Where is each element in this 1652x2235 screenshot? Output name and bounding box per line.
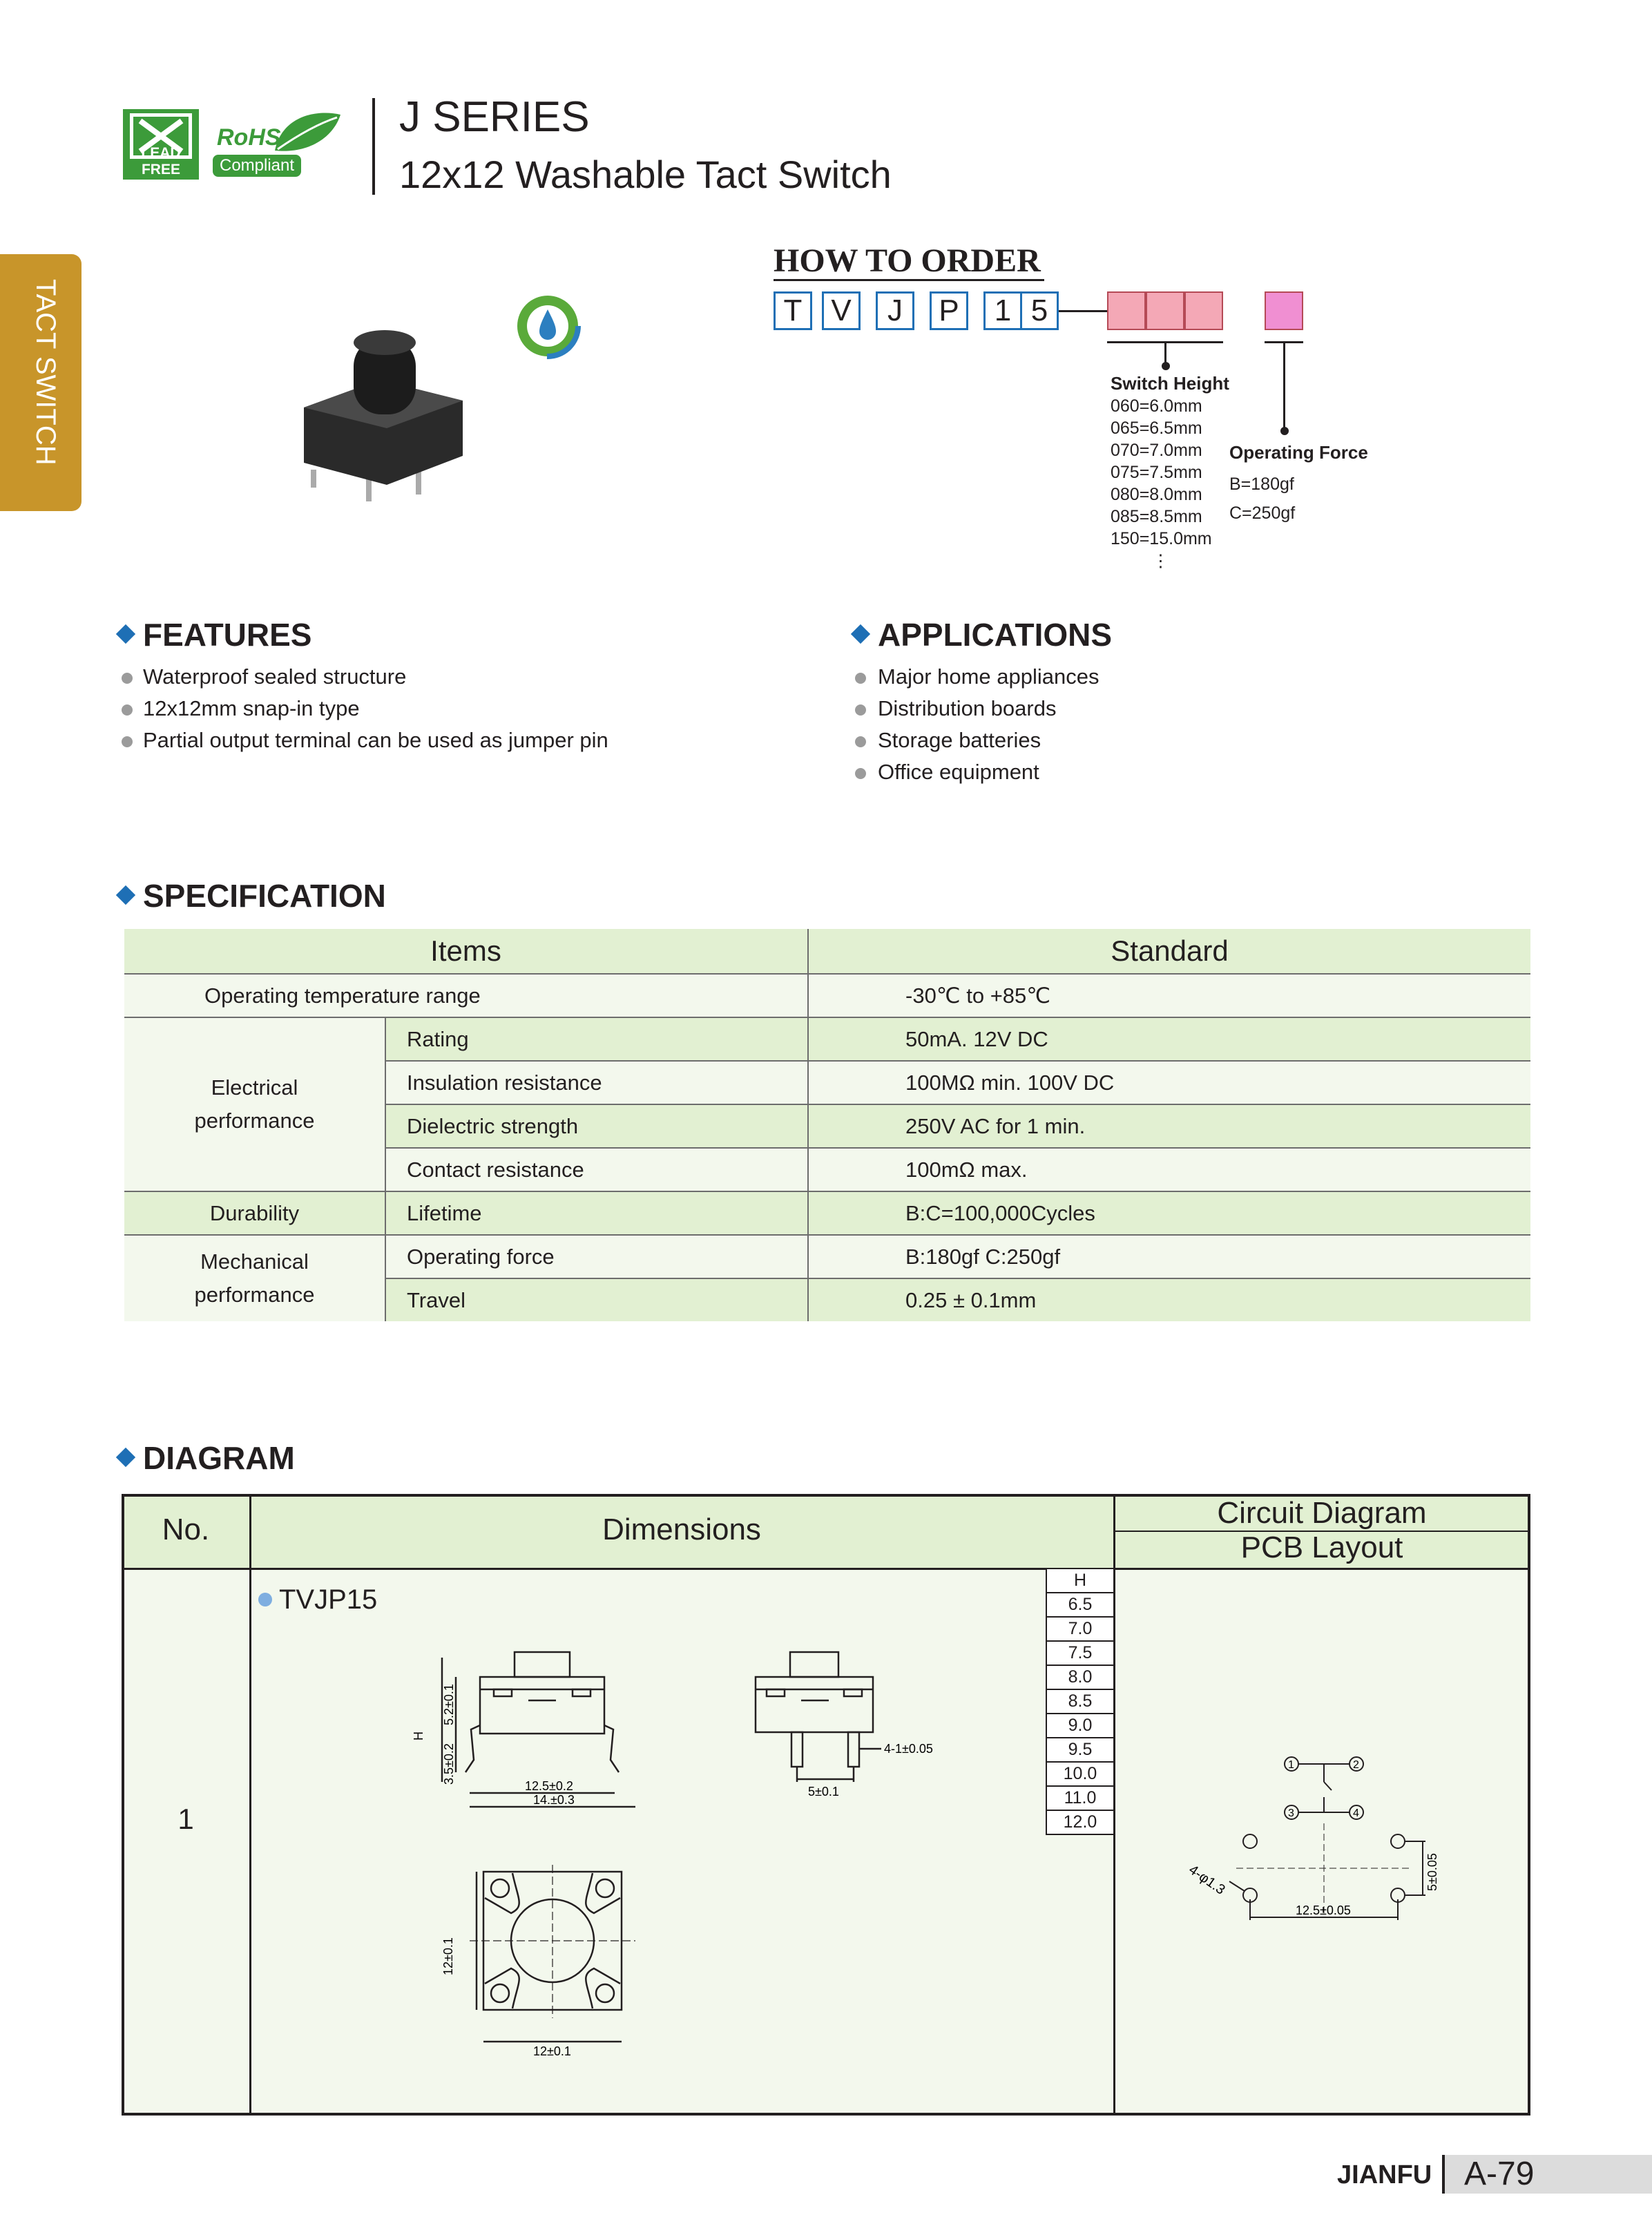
spec-group-mechanical	[124, 1235, 385, 1321]
code-connector	[1059, 310, 1107, 312]
height-cell: 9.0	[1046, 1714, 1114, 1738]
dim-h: H	[412, 1732, 425, 1740]
spec-value: -30℃ to +85℃	[808, 974, 1530, 1017]
pcb-layout	[1181, 1823, 1443, 1934]
application-item: Distribution boards	[878, 696, 1057, 720]
spec-group-electrical	[124, 1017, 385, 1191]
code-letter-1: 1	[983, 291, 1022, 330]
switch-height-title: Switch Height	[1111, 373, 1229, 394]
rohs-logo	[213, 109, 344, 178]
diagram-title: DIAGRAM	[143, 1440, 295, 1476]
height-cell: 11.0	[1046, 1786, 1114, 1810]
top-view-drawing	[435, 1865, 642, 2058]
application-item: Office equipment	[878, 760, 1039, 784]
applications-diamond-icon	[851, 624, 870, 644]
bullet-icon	[855, 768, 866, 779]
spec-group-durability: Durability	[124, 1191, 385, 1235]
height-code-box-2	[1146, 291, 1184, 330]
operating-force-list	[1229, 470, 1295, 528]
how-to-order-title: HOW TO ORDER	[774, 242, 1041, 279]
how-to-order-underline	[774, 279, 1044, 281]
height-cell: 7.0	[1046, 1617, 1114, 1641]
rohs-label: RoHS	[217, 124, 281, 151]
spec-item: Dielectric strength	[385, 1104, 808, 1148]
spec-row	[124, 1017, 1530, 1061]
switch-height-option: 070=7.0mm	[1111, 441, 1202, 460]
washable-icon	[515, 293, 581, 359]
spec-item: Lifetime	[385, 1191, 808, 1235]
features-title: FEATURES	[143, 617, 312, 653]
bullet-icon	[122, 736, 133, 747]
part-bullet-icon	[258, 1593, 272, 1606]
spec-row	[124, 1235, 1530, 1278]
code-letter-5: 5	[1020, 291, 1059, 330]
part-number: TVJP15	[279, 1584, 378, 1615]
application-item: Major home appliances	[878, 664, 1099, 689]
switch-height-list	[1111, 395, 1212, 572]
dim-12h: 12±0.1	[533, 2044, 571, 2058]
bullet-icon	[855, 673, 866, 684]
spec-header-row	[124, 929, 1530, 974]
features-diamond-icon	[116, 624, 135, 644]
bullet-icon	[855, 736, 866, 747]
side-view-drawing	[414, 1644, 663, 1823]
height-cell: 8.0	[1046, 1665, 1114, 1689]
spec-item: Contact resistance	[385, 1148, 808, 1191]
product-subtitle: 12x12 Washable Tact Switch	[399, 153, 892, 196]
spec-row	[124, 1191, 1530, 1235]
operating-force-option: B=180gf	[1229, 474, 1294, 494]
diagram-row-no: 1	[177, 1803, 194, 1835]
side-tab[interactable]	[0, 254, 81, 511]
pin-3: 3	[1288, 1807, 1294, 1819]
height-cell: 8.5	[1046, 1689, 1114, 1714]
dim-52: 5.2±0.1	[442, 1684, 456, 1725]
height-cell: H	[1046, 1569, 1114, 1593]
switch-height-more: ⋮	[1152, 551, 1169, 570]
specification-diamond-icon	[116, 885, 135, 905]
height-cell: 12.0	[1046, 1810, 1114, 1834]
spec-item: Insulation resistance	[385, 1061, 808, 1104]
dim-5: 5±0.1	[808, 1785, 839, 1798]
bullet-icon	[122, 704, 133, 716]
spec-group-line: performance	[194, 1283, 315, 1307]
spec-value: 250V AC for 1 min.	[808, 1104, 1530, 1148]
spec-value: B:C=100,000Cycles	[808, 1191, 1530, 1235]
spec-item: Travel	[385, 1278, 808, 1321]
height-cell: 10.0	[1046, 1762, 1114, 1786]
applications-title: APPLICATIONS	[878, 617, 1113, 653]
switch-height-option: 080=8.0mm	[1111, 485, 1202, 504]
spec-group-line: performance	[194, 1109, 315, 1133]
pcb-hole-dim: 4-φ1.3	[1186, 1862, 1228, 1898]
spec-item: Operating temperature range	[124, 974, 808, 1017]
height-cell: 7.5	[1046, 1641, 1114, 1665]
diagram-col-pcb: PCB Layout	[1240, 1531, 1403, 1564]
header-divider	[372, 98, 375, 195]
front-view-drawing	[746, 1644, 974, 1796]
series-title: J SERIES	[399, 93, 590, 141]
height-cell: 6.5	[1046, 1593, 1114, 1617]
diagram-col-dimensions: Dimensions	[602, 1513, 761, 1546]
force-dot	[1280, 427, 1289, 435]
height-code-box-1	[1107, 291, 1146, 330]
force-leader	[1283, 341, 1285, 428]
spec-header-standard: Standard	[808, 929, 1530, 974]
application-item: Storage batteries	[878, 728, 1041, 752]
force-code-box	[1265, 291, 1303, 330]
diagram-diamond-icon	[116, 1448, 135, 1467]
bullet-icon	[855, 704, 866, 716]
pcb-5-dim: 5±0.05	[1425, 1853, 1439, 1891]
circuit-diagram	[1271, 1747, 1409, 1830]
lead-free-logo	[123, 109, 199, 180]
spec-item: Rating	[385, 1017, 808, 1061]
switch-height-option: 060=6.0mm	[1111, 396, 1202, 416]
switch-height-option: 085=8.5mm	[1111, 507, 1202, 526]
bullet-icon	[122, 673, 133, 684]
dim-41: 4-1±0.05	[884, 1742, 933, 1756]
lead-free-label: LEAD FREE	[141, 145, 181, 178]
code-letter-p: P	[930, 291, 968, 330]
dim-14: 14.±0.3	[533, 1793, 575, 1807]
operating-force-option: C=250gf	[1229, 503, 1296, 523]
code-letter-t: T	[774, 291, 812, 330]
switch-height-option: 075=7.5mm	[1111, 463, 1202, 482]
specification-title: SPECIFICATION	[143, 878, 386, 914]
specification-table	[124, 929, 1530, 1321]
pin-4: 4	[1353, 1807, 1359, 1819]
spec-value: 100mΩ max.	[808, 1148, 1530, 1191]
code-letter-j: J	[876, 291, 914, 330]
code-letter-v: V	[822, 291, 861, 330]
spec-value: B:180gf C:250gf	[808, 1235, 1530, 1278]
switch-height-option: 150=15.0mm	[1111, 529, 1212, 548]
spec-item: Operating force	[385, 1235, 808, 1278]
pcb-125-dim: 12.5±0.05	[1296, 1903, 1351, 1917]
spec-row	[124, 974, 1530, 1017]
operating-force-title: Operating Force	[1229, 442, 1368, 463]
spec-value: 0.25 ± 0.1mm	[808, 1278, 1530, 1321]
spec-group-line: Electrical	[211, 1075, 298, 1100]
feature-item: 12x12mm snap-in type	[143, 696, 360, 720]
product-photo	[297, 325, 470, 504]
spec-group-line: Mechanical	[200, 1249, 309, 1274]
height-dot	[1162, 362, 1170, 370]
diagram-col-no: No.	[162, 1513, 210, 1546]
footer-brand: JIANFU	[1337, 2160, 1432, 2189]
spec-header-items: Items	[124, 929, 808, 974]
pin-1: 1	[1288, 1759, 1294, 1771]
height-table	[1046, 1568, 1115, 1835]
diagram-col-circuit: Circuit Diagram	[1217, 1496, 1427, 1530]
side-tab-label: TACT SWITCH	[30, 279, 61, 466]
pin-2: 2	[1353, 1759, 1359, 1771]
height-cell: 9.5	[1046, 1738, 1114, 1762]
spec-value: 50mA. 12V DC	[808, 1017, 1530, 1061]
feature-item: Waterproof sealed structure	[143, 664, 407, 689]
height-code-box-3	[1184, 291, 1223, 330]
dim-125: 12.5±0.2	[525, 1779, 573, 1793]
dim-35: 3.5±0.2	[442, 1743, 456, 1785]
height-leader	[1164, 341, 1166, 363]
diagram-header-rule	[122, 1568, 1530, 1570]
footer-page-number: A-79	[1464, 2156, 1535, 2192]
switch-height-option: 065=6.5mm	[1111, 419, 1202, 438]
rohs-compliant-label: Compliant	[213, 155, 301, 177]
dim-12v: 12±0.1	[441, 1937, 455, 1975]
spec-value: 100MΩ min. 100V DC	[808, 1061, 1530, 1104]
feature-item: Partial output terminal can be used as jumper pin	[143, 728, 608, 752]
